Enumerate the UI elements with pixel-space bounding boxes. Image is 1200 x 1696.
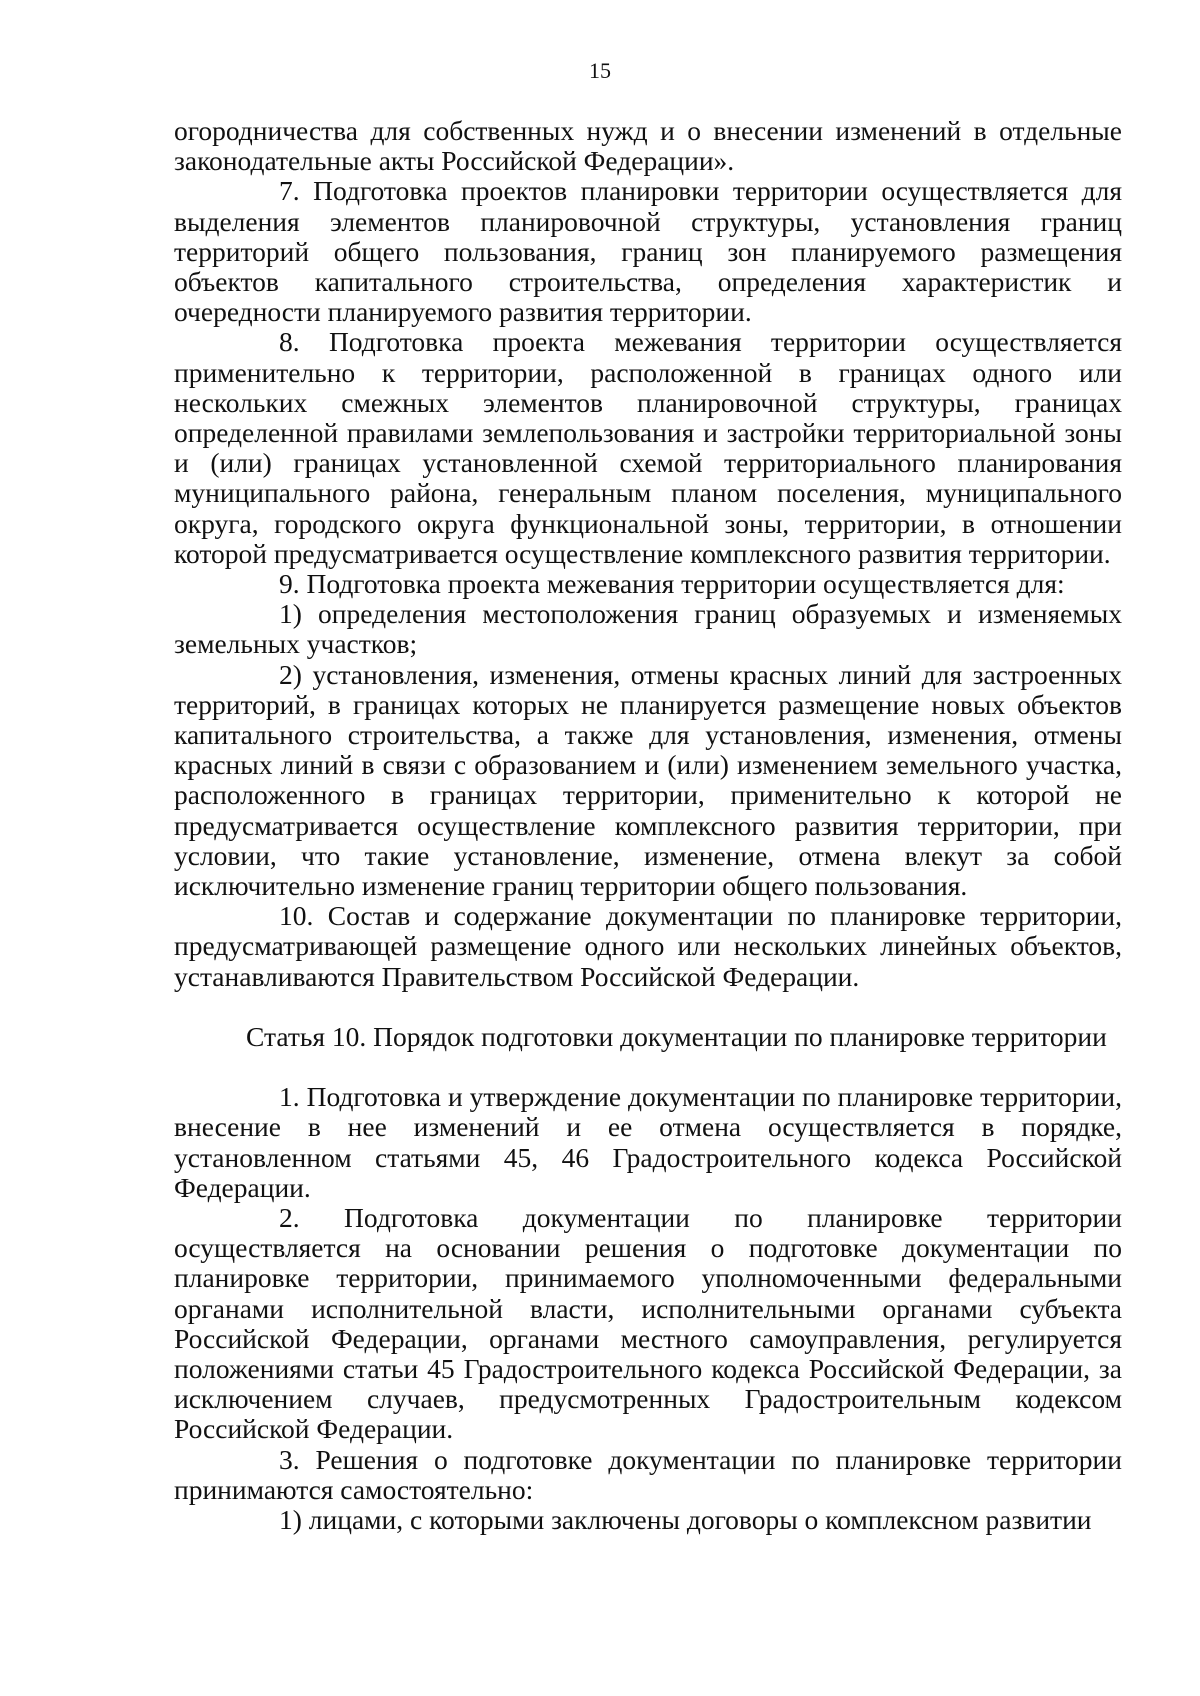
paragraph-8: 8. Подготовка проекта межевания территории осуществляется применительно к территории, расположенной в границах одного или нескольких смежных элементов планировочной структуры, границах определенной правилами землепользования и застройки территориальной зоны и (или) границах установленной схемой территориального планирования муниципального района, генеральным планом поселения, муниципального округа, городского округа функциональной зоны, территории, в отношении которой предусматривается осуществление комплексного развития территории. [174,326,1122,569]
list-item-9-2: 2) установления, изменения, отмены красных линий для застроенных территорий, в границах которых не планируется размещение новых объектов капитального строительства, а также для установления, изменения, отмены красных линий в связи с образованием и (или) изменением земельного участка, расположенного в границах территории, применительно к которой не предусматривается осуществление комплексного развития территории, при условии, что такие установление, изменение, отмена влекут за собой исключительно изменение границ территории общего пользования. [174,658,1122,902]
article-list-item-3-1: 1) лицами, с которыми заключены договоры о комплексном развитии [279,1503,1092,1535]
article-paragraph-3: 3. Решения о подготовке документации по планировке территории принимаются самостоятельно: [174,1443,1122,1505]
paragraph-10: 10. Состав и содержание документации по планировке территории, предусматривающей размещение одного или нескольких линейных объектов, устанавливаются Правительством Российской Федерации. [174,900,1122,992]
paragraph-continuation: огородничества для собственных нужд и о внесении изменений в отдельные законодательные акты Российской Федерации». [174,115,1122,177]
page-number: 15 [589,58,611,83]
document-body [174,116,1122,1535]
list-item-9-1: 1) определения местоположения границ образуемых и изменяемых земельных участков; [174,598,1122,660]
paragraph-7: 7. Подготовка проектов планировки территории осуществляется для выделения элементов планировочной структуры, установления границ территорий общего пользования, границ зон планируемого размещения объектов капитального строительства, определения характеристик и очередности планируемого развития территории. [174,175,1122,328]
paragraph-9: 9. Подготовка проекта межевания территории осуществляется для: [279,568,1065,600]
article-heading: Статья 10. Порядок подготовки документации по планировке территории [246,1020,1107,1052]
article-paragraph-1: 1. Подготовка и утверждение документации по планировке территории, внесение в нее изменений и ее отмена осуществляется в порядке, установленном статьями 45, 46 Градостроительного кодекса Российской Федерации. [174,1081,1122,1203]
article-paragraph-2: 2. Подготовка документации по планировке территории осуществляется на основании решения о подготовке документации по планировке территории, принимаемого уполномоченными федеральными органами исполнительной власти, исполнительными органами субъекта Российской Федерации, органами местного самоуправления, регулируется положениями статьи 45 Градостроительного кодекса Российской Федерации, за исключением случаев, предусмотренных Градостроительным кодексом Российской Федерации. [174,1201,1122,1445]
